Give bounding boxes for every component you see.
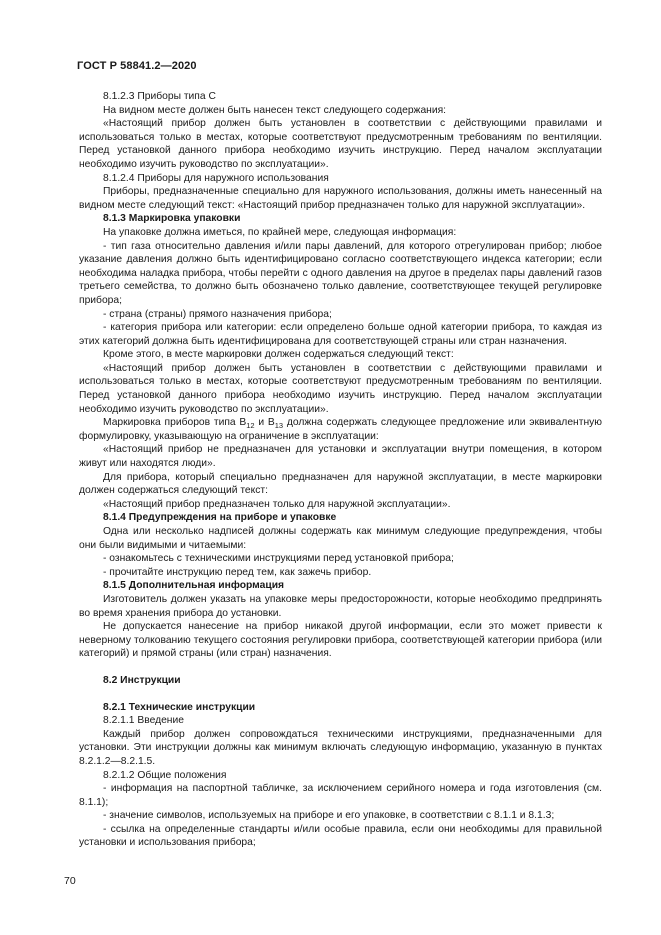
paragraph: [79, 416, 602, 443]
paragraph: Не допускается нанесение на прибор никакой другой информации, если это может привести к неверному толкованию текущего состояния регулировки прибора, соответствующей категории прибора (или категорий) и прямой страны (или стран) назначения.: [79, 621, 602, 660]
section-heading: 8.2.1 Технические инструкции: [103, 701, 256, 713]
paragraph: Приборы, предназначенные специально для наружного использования, должны иметь нанесенный на видном месте следующий текст: «Настоящий прибор предназначен только для наружной эксплуатации».: [79, 186, 602, 211]
paragraph: 8.1.2.3 Приборы типа C: [103, 91, 216, 102]
section-heading: 8.1.4 Предупреждения на приборе и упаковке: [103, 512, 337, 524]
paragraph: - тип газа относительно давления и/или пары давлений, для которого отрегулирован прибор; любое указание давления должно быть идентифицировано согласно соответствующего индекса категории; если необходима наладка прибора, чтобы перейти с одного давления на другое в пределах пары давлений газов третьего семейства, то должно быть обозначено только давление, соответствующее текущей регулировке прибора;: [79, 240, 602, 306]
section-heading: 8.1.5 Дополнительная информация: [103, 580, 285, 592]
paragraph: На упаковке должна иметься, по крайней мере, следующая информация:: [103, 226, 457, 238]
subscript-text: 13: [274, 421, 284, 431]
paragraph: «Настоящий прибор предназначен только для наружной эксплуатации».: [103, 498, 451, 510]
paragraph-text: должна содержать следующее предложение или эквивалентную формулировку, указывающую на ограничение в эксплуатации:: [79, 417, 603, 442]
section-heading: 8.2 Инструкции: [103, 674, 181, 686]
spacer: [79, 688, 602, 701]
spacer: [79, 661, 602, 674]
paragraph: 8.2.1.1 Введение: [103, 715, 184, 727]
paragraph: 8.2.1.2 Общие положения: [103, 769, 227, 781]
document-body: [79, 90, 602, 850]
paragraph: - категория прибора или категории: если определено больше одной категории прибора, то каждая из этих категорий должна быть идентифицирована для соответствующей страны или стран назначения.: [79, 322, 602, 347]
paragraph: - ознакомьтесь с техническими инструкциями перед установкой прибора;: [103, 553, 454, 565]
paragraph: - прочитайте инструкцию перед тем, как зажечь прибор.: [103, 566, 372, 578]
paragraph: Одна или несколько надписей должны содержать как минимум следующие предупреждения, чтобы они были видимыми и читаемыми:: [79, 526, 602, 551]
paragraph: - страна (страны) прямого назначения прибора;: [103, 308, 332, 320]
paragraph: Кроме этого, в месте маркировки должен содержаться следующий текст:: [103, 349, 454, 361]
paragraph: - информация на паспортной табличке, за исключением серийного номера и года изготовления (см. 8.1.1);: [79, 783, 602, 808]
paragraph-text: и B: [254, 417, 275, 429]
subscript-text: 12: [246, 421, 255, 431]
document-code: ГОСТ Р 58841.2—2020: [77, 60, 197, 72]
paragraph: - ссылка на определенные стандарты и/или особые правила, если они необходимы для правильной установки и использования прибора;: [79, 823, 602, 849]
paragraph: На видном месте должен быть нанесен текст следующего содержания:: [103, 104, 447, 116]
section-heading: 8.1.3 Маркировка упаковки: [103, 213, 241, 225]
paragraph-text: Маркировка приборов типа B: [103, 417, 247, 429]
paragraph: Изготовитель должен указать на упаковке меры предосторожности, которые необходимо предпринять во время хранения прибора до установки.: [79, 593, 602, 619]
paragraph: - значение символов, используемых на приборе и его упаковке, в соответствии с 8.1.1 и 8.1.3;: [103, 810, 555, 822]
paragraph: 8.1.2.4 Приборы для наружного использования: [103, 172, 329, 184]
paragraph: Каждый прибор должен сопровождаться техническими инструкциями, предназначенными для установки. Эти инструкции должны как минимум включать следующую информацию, указанную в пунктах 8.2.1.2—8.2.1.5.: [79, 728, 602, 767]
paragraph: «Настоящий прибор не предназначен для установки и эксплуатации внутри помещения, в котором живут или находятся люди».: [79, 444, 602, 470]
paragraph: «Настоящий прибор должен быть установлен в соответствии с действующими правилами и использоваться только в местах, которые соответствуют предусмотренным требованиям по вентиляции. Перед установкой данного прибора необходимо изучить инструкцию. Перед началом эксплуатации необходимо изучить руководство по эксплуатации».: [79, 118, 602, 170]
paragraph: Для прибора, который специально предназначен для наружной эксплуатации, в месте маркировки должен содержаться следующий текст:: [79, 471, 602, 497]
paragraph: «Настоящий прибор должен быть установлен в соответствии с действующими правилами и использоваться только в местах, которые соответствуют предусмотренным требованиям по вентиляции. Перед установкой данного прибора необходимо изучить инструкцию. Перед началом эксплуатации необходимо изучить руководство по эксплуатации».: [79, 362, 602, 415]
page-number: 70: [64, 875, 76, 887]
